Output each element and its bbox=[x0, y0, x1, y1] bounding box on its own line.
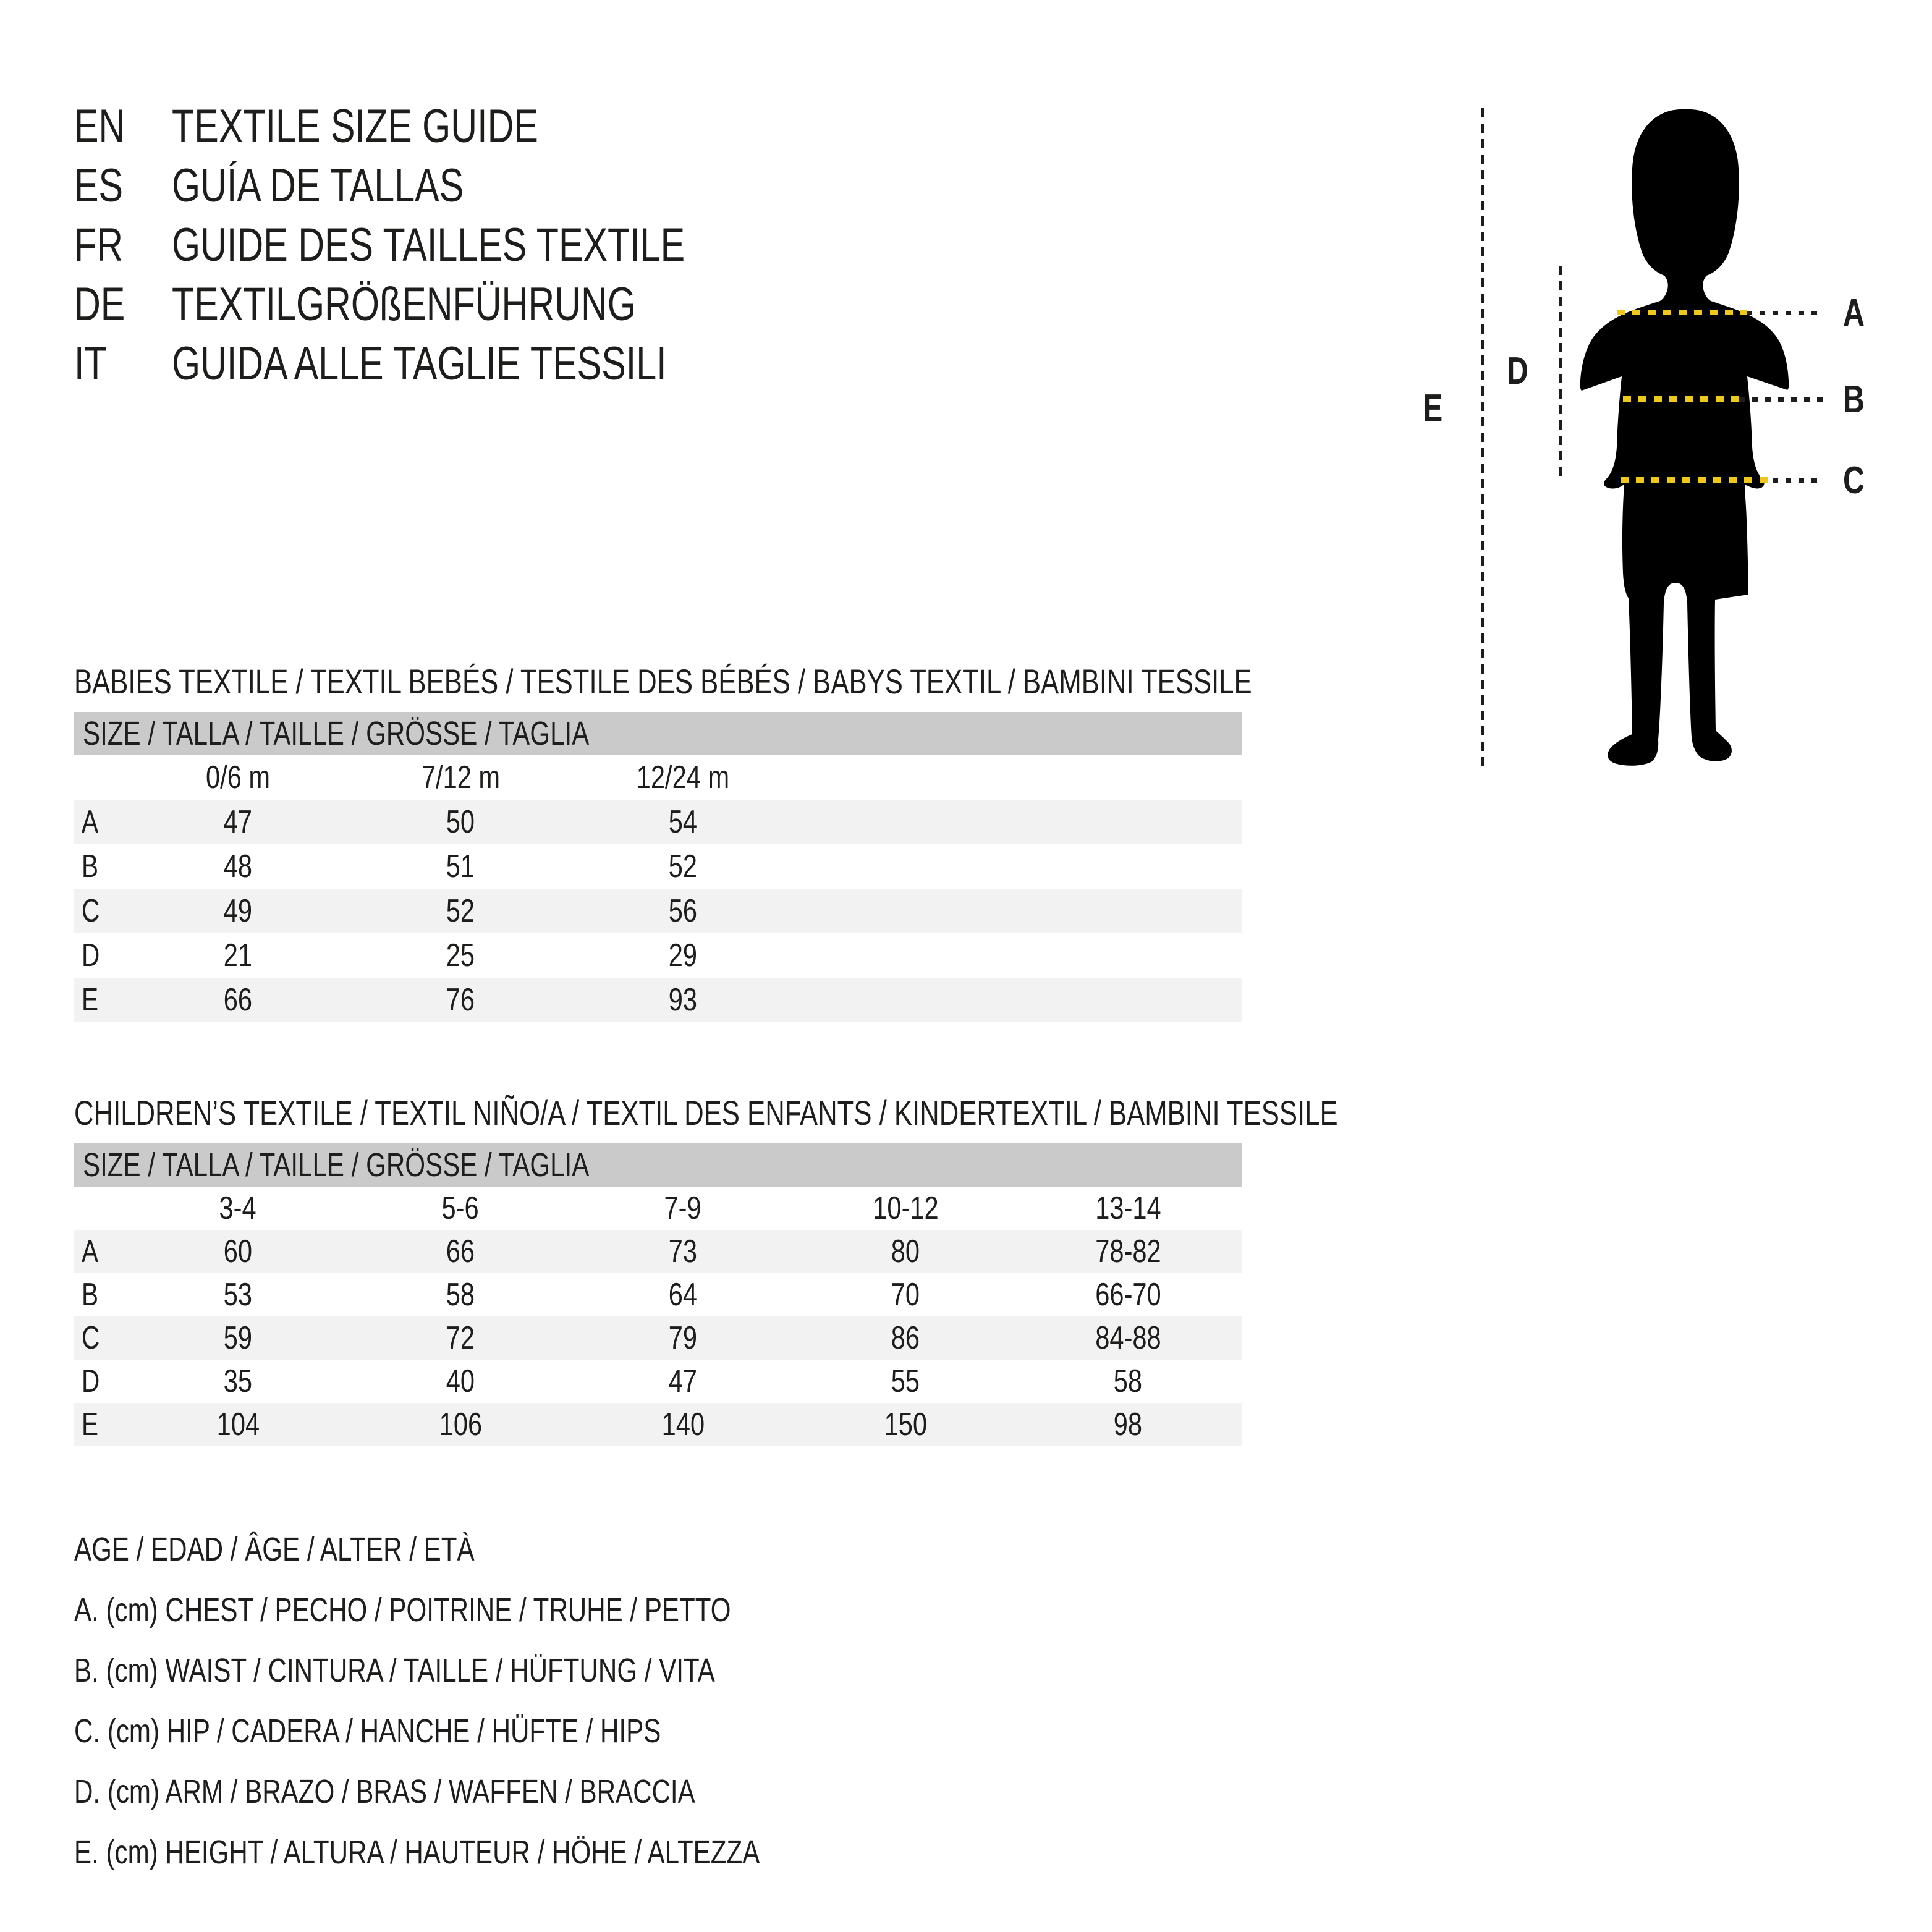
size-value-cell bbox=[127, 1403, 349, 1446]
hip-c-dash-line bbox=[1621, 477, 1773, 483]
column-header bbox=[1017, 1187, 1239, 1230]
size-value-cell bbox=[127, 1360, 349, 1403]
filler-cell bbox=[794, 978, 1242, 1022]
measure-label-b bbox=[1843, 378, 1871, 421]
column-header-label: 10-12 bbox=[872, 1190, 939, 1226]
babies-table-header-band bbox=[74, 712, 1242, 755]
size-value: 78-82 bbox=[1095, 1234, 1161, 1269]
column-header bbox=[127, 755, 349, 800]
size-value: 47 bbox=[223, 804, 253, 840]
legend-line-text: B. (cm) WAIST / CINTURA / TAILLE / HÜFTUNG / VITA bbox=[74, 1652, 715, 1689]
language-guide-title: GUIDA ALLE TAGLIE TESSILI bbox=[172, 337, 667, 390]
size-value: 59 bbox=[223, 1320, 253, 1356]
table-row bbox=[74, 889, 1242, 933]
language-row bbox=[74, 274, 829, 334]
size-value: 52 bbox=[446, 893, 475, 929]
table-row bbox=[74, 800, 1242, 844]
language-code: DE bbox=[74, 278, 125, 331]
size-value: 25 bbox=[446, 938, 475, 973]
size-value-cell bbox=[127, 978, 349, 1022]
size-value-cell bbox=[794, 1230, 1017, 1273]
legend-line-text: AGE / EDAD / ÂGE / ALTER / ETÀ bbox=[74, 1531, 475, 1568]
hip-c-dotted-connector bbox=[1773, 478, 1824, 483]
size-value: 47 bbox=[668, 1363, 698, 1399]
size-value-cell bbox=[127, 844, 349, 889]
table-row bbox=[74, 933, 1242, 978]
table-row bbox=[74, 844, 1242, 889]
size-value-cell bbox=[349, 1316, 572, 1360]
size-value-cell bbox=[127, 933, 349, 978]
size-value: 51 bbox=[446, 849, 475, 884]
size-value: 73 bbox=[668, 1234, 698, 1269]
children-section-heading bbox=[74, 1091, 1694, 1135]
children-table-grid bbox=[74, 1187, 1242, 1446]
size-value: 56 bbox=[668, 893, 698, 929]
language-code: IT bbox=[74, 337, 107, 390]
size-value: 70 bbox=[891, 1277, 920, 1313]
table-row bbox=[74, 1230, 1242, 1273]
size-value: 35 bbox=[223, 1363, 253, 1399]
size-value: 80 bbox=[891, 1234, 920, 1269]
size-value-cell bbox=[794, 1360, 1017, 1403]
children-section-heading-text: CHILDREN’S TEXTILE / TEXTIL NIÑO/A / TEXTIL DES ENFANTS / KINDERTEXTIL / BAMBINI TESSILE bbox=[74, 1093, 1338, 1132]
table-row bbox=[74, 1403, 1242, 1446]
language-guide-title: TEXTILE SIZE GUIDE bbox=[172, 100, 538, 153]
column-header bbox=[127, 1187, 349, 1230]
table-row bbox=[74, 978, 1242, 1022]
table-row bbox=[74, 1273, 1242, 1316]
filler-cell bbox=[794, 889, 1242, 933]
size-value-cell bbox=[349, 1273, 572, 1316]
measure-label-e-text: E bbox=[1423, 387, 1443, 430]
size-value: 98 bbox=[1113, 1407, 1143, 1443]
row-label-text: E bbox=[82, 1407, 99, 1443]
size-value: 106 bbox=[439, 1407, 482, 1443]
table-row bbox=[74, 1316, 1242, 1360]
legend-line-text: E. (cm) HEIGHT / ALTURA / HAUTEUR / HÖHE / ALTEZZA bbox=[74, 1834, 760, 1871]
size-value: 21 bbox=[223, 938, 253, 973]
size-value-cell bbox=[572, 1273, 794, 1316]
column-header-label: 12/24 m bbox=[636, 760, 730, 795]
row-label-header-cell bbox=[74, 1187, 127, 1230]
filler-cell bbox=[794, 844, 1242, 889]
row-label-text: D bbox=[82, 938, 100, 973]
size-value-cell bbox=[572, 1360, 794, 1403]
column-header-label: 3-4 bbox=[219, 1190, 257, 1226]
row-label bbox=[74, 978, 127, 1022]
measure-label-a-text: A bbox=[1843, 292, 1865, 334]
language-row bbox=[74, 334, 829, 393]
column-header bbox=[794, 1187, 1017, 1230]
column-header bbox=[349, 1187, 572, 1230]
size-value-cell bbox=[794, 1273, 1017, 1316]
children-size-table bbox=[74, 1143, 1242, 1446]
column-header-label: 13-14 bbox=[1095, 1190, 1161, 1226]
column-header bbox=[572, 755, 794, 800]
language-guide-title: TEXTILGRÖßENFÜHRUNG bbox=[172, 278, 636, 331]
legend-line bbox=[74, 1580, 953, 1640]
size-value: 48 bbox=[223, 849, 253, 884]
size-value-cell bbox=[349, 889, 572, 933]
size-value-cell bbox=[572, 978, 794, 1022]
measure-label-d-text: D bbox=[1507, 350, 1528, 392]
arm-d-dotted-line bbox=[1559, 266, 1562, 476]
size-value-cell bbox=[1017, 1360, 1239, 1403]
language-row bbox=[74, 215, 829, 274]
row-label-text: D bbox=[82, 1363, 100, 1399]
row-label bbox=[74, 844, 127, 889]
filler-cell bbox=[1239, 1273, 1242, 1316]
size-value-cell bbox=[572, 1230, 794, 1273]
size-value: 58 bbox=[446, 1277, 475, 1313]
size-value: 53 bbox=[223, 1277, 253, 1313]
size-value: 140 bbox=[661, 1407, 705, 1443]
size-value: 150 bbox=[884, 1407, 927, 1443]
table-subheader-row bbox=[74, 755, 1242, 800]
legend-line bbox=[74, 1761, 953, 1822]
language-code: ES bbox=[74, 159, 124, 212]
size-value: 84-88 bbox=[1095, 1320, 1161, 1356]
language-row bbox=[74, 156, 829, 215]
filler-cell bbox=[1239, 1187, 1242, 1230]
column-header-label: 7/12 m bbox=[421, 760, 500, 795]
row-label bbox=[74, 933, 127, 978]
row-label bbox=[74, 1273, 127, 1316]
size-value: 72 bbox=[446, 1320, 475, 1356]
language-row bbox=[74, 96, 829, 156]
size-value: 76 bbox=[446, 982, 475, 1018]
size-value-cell bbox=[127, 800, 349, 844]
size-value: 54 bbox=[668, 804, 698, 840]
size-value-cell bbox=[127, 1230, 349, 1273]
size-value-cell bbox=[572, 1403, 794, 1446]
row-label bbox=[74, 889, 127, 933]
row-label bbox=[74, 1230, 127, 1273]
filler-cell bbox=[1239, 1403, 1242, 1446]
legend-line bbox=[74, 1640, 953, 1701]
size-value: 50 bbox=[446, 804, 475, 840]
size-value-cell bbox=[794, 1316, 1017, 1360]
size-value-cell bbox=[794, 1403, 1017, 1446]
babies-table-header-text: SIZE / TALLA / TAILLE / GRÖSSE / TAGLIA bbox=[83, 715, 590, 752]
babies-size-table bbox=[74, 712, 1242, 1022]
row-label-text: C bbox=[82, 1320, 100, 1356]
legend-line-text: A. (cm) CHEST / PECHO / POITRINE / TRUHE / PETTO bbox=[74, 1591, 731, 1629]
filler-cell bbox=[794, 755, 1242, 800]
measure-label-a bbox=[1843, 294, 1871, 333]
size-value: 49 bbox=[223, 893, 253, 929]
language-code: EN bbox=[74, 100, 125, 153]
measure-label-b-text: B bbox=[1843, 378, 1865, 421]
size-value-cell bbox=[349, 1403, 572, 1446]
column-header bbox=[572, 1187, 794, 1230]
row-label bbox=[74, 1403, 127, 1446]
size-value-cell bbox=[349, 933, 572, 978]
legend-line bbox=[74, 1822, 953, 1883]
column-header bbox=[349, 755, 572, 800]
language-guide-title: GUÍA DE TALLAS bbox=[172, 159, 464, 212]
size-value-cell bbox=[349, 978, 572, 1022]
measurement-legend bbox=[74, 1519, 953, 1883]
language-code: FR bbox=[74, 218, 124, 271]
size-value-cell bbox=[1017, 1403, 1239, 1446]
size-value: 29 bbox=[668, 938, 698, 973]
size-value-cell bbox=[572, 844, 794, 889]
size-value-cell bbox=[572, 889, 794, 933]
row-label-text: E bbox=[82, 982, 99, 1018]
legend-line bbox=[74, 1519, 953, 1580]
row-label-header-cell bbox=[74, 755, 127, 800]
size-value-cell bbox=[349, 1360, 572, 1403]
babies-section-heading-text: BABIES TEXTILE / TEXTIL BEBÉS / TESTILE DES BÉBÉS / BABYS TEXTIL / BAMBINI TESSILE bbox=[74, 662, 1252, 701]
size-value: 60 bbox=[223, 1234, 253, 1269]
children-table-header-band bbox=[74, 1143, 1242, 1187]
column-header-label: 5-6 bbox=[441, 1190, 480, 1226]
babies-table-grid bbox=[74, 755, 1242, 1022]
filler-cell bbox=[794, 800, 1242, 844]
chest-a-dotted-connector bbox=[1747, 311, 1824, 315]
size-value: 93 bbox=[668, 982, 698, 1018]
children-table-header-text: SIZE / TALLA / TAILLE / GRÖSSE / TAGLIA bbox=[83, 1146, 590, 1184]
size-value-cell bbox=[572, 1316, 794, 1360]
row-label-text: C bbox=[82, 893, 100, 929]
row-label bbox=[74, 800, 127, 844]
size-value-cell bbox=[572, 933, 794, 978]
babies-section-heading bbox=[74, 660, 1584, 703]
measure-label-e bbox=[1423, 389, 1448, 428]
language-title-list bbox=[74, 96, 829, 393]
size-value: 104 bbox=[216, 1407, 260, 1443]
size-value: 66 bbox=[446, 1234, 475, 1269]
size-value-cell bbox=[127, 1273, 349, 1316]
row-label-text: A bbox=[82, 1234, 99, 1269]
measure-label-d bbox=[1507, 352, 1535, 391]
size-value-cell bbox=[127, 1316, 349, 1360]
column-header-label: 0/6 m bbox=[205, 760, 271, 795]
legend-line bbox=[74, 1701, 953, 1761]
row-label bbox=[74, 1360, 127, 1403]
size-value: 86 bbox=[891, 1320, 920, 1356]
size-value: 40 bbox=[446, 1363, 475, 1399]
row-label-text: A bbox=[82, 804, 99, 840]
size-value: 66 bbox=[223, 982, 253, 1018]
size-value-cell bbox=[349, 844, 572, 889]
filler-cell bbox=[1239, 1316, 1242, 1360]
column-header-label: 7-9 bbox=[664, 1190, 702, 1226]
size-value: 64 bbox=[668, 1277, 698, 1313]
size-value-cell bbox=[349, 800, 572, 844]
size-value-cell bbox=[1017, 1273, 1239, 1316]
filler-cell bbox=[794, 933, 1242, 978]
size-value-cell bbox=[349, 1230, 572, 1273]
measure-label-c bbox=[1843, 459, 1871, 502]
table-row bbox=[74, 1360, 1242, 1403]
size-value: 58 bbox=[1113, 1363, 1143, 1399]
size-value-cell bbox=[572, 800, 794, 844]
table-subheader-row bbox=[74, 1187, 1242, 1230]
measure-label-c-text: C bbox=[1843, 459, 1865, 502]
size-value-cell bbox=[127, 889, 349, 933]
waist-b-dotted-connector bbox=[1739, 397, 1824, 402]
language-guide-title: GUIDE DES TAILLES TEXTILE bbox=[172, 218, 685, 271]
row-label-text: B bbox=[82, 849, 99, 884]
row-label-text: B bbox=[82, 1277, 99, 1313]
chest-a-dash-line bbox=[1617, 310, 1747, 315]
row-label bbox=[74, 1316, 127, 1360]
child-silhouette bbox=[1570, 108, 1799, 773]
size-value: 52 bbox=[668, 849, 698, 884]
waist-b-dash-line bbox=[1623, 396, 1739, 402]
filler-cell bbox=[1239, 1360, 1242, 1403]
size-value-cell bbox=[1017, 1230, 1239, 1273]
legend-line-text: C. (cm) HIP / CADERA / HANCHE / HÜFTE / HIPS bbox=[74, 1713, 661, 1750]
legend-line-text: D. (cm) ARM / BRAZO / BRAS / WAFFEN / BRACCIA bbox=[74, 1773, 695, 1810]
size-value: 79 bbox=[668, 1320, 698, 1356]
filler-cell bbox=[1239, 1230, 1242, 1273]
size-value: 55 bbox=[891, 1363, 920, 1399]
size-value-cell bbox=[1017, 1316, 1239, 1360]
size-value: 66-70 bbox=[1095, 1277, 1161, 1313]
